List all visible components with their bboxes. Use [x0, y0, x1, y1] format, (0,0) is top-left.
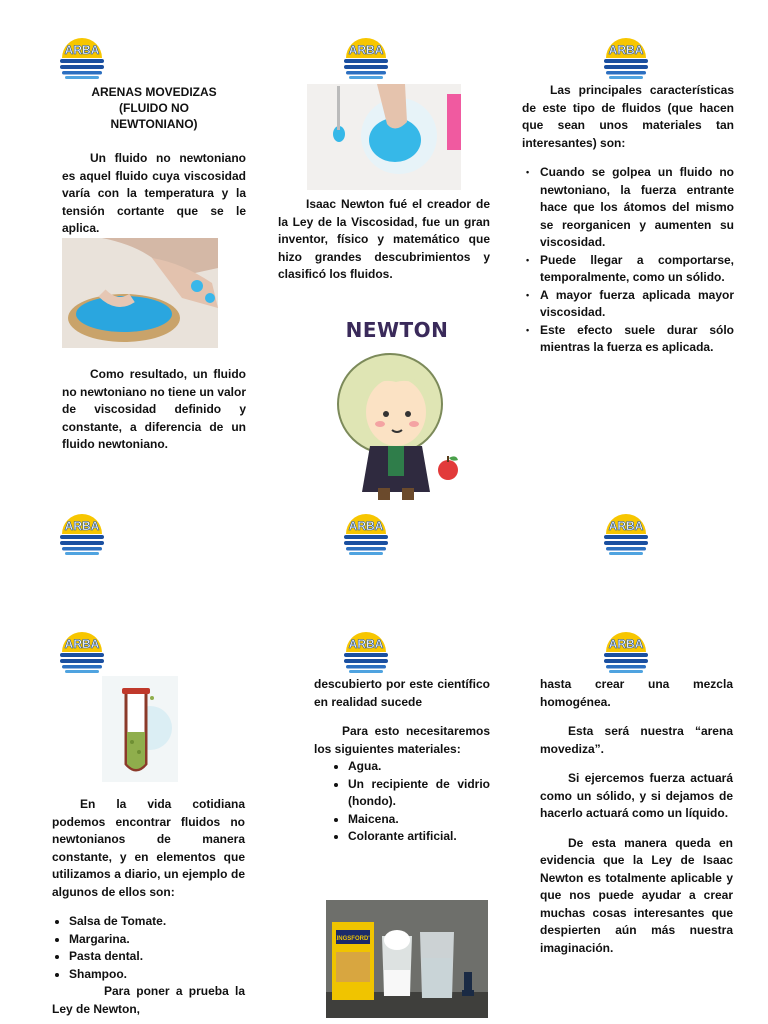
test-tube-icon	[102, 676, 178, 782]
arba-logo	[594, 34, 658, 84]
newton-paragraph: Isaac Newton fué el creador de la Ley de la Viscosidad, fue un gran inventor, físico y matemático que hizo grandes descubrimientos y clasificó los fluidos.	[278, 197, 490, 281]
mix-paragraph: hasta crear una mezcla homogénea.	[540, 677, 733, 709]
panel-5	[314, 676, 490, 846]
test-paragraph: Para poner a prueba la Ley de Newton,	[52, 984, 245, 1016]
arba-logo	[334, 510, 398, 560]
conclusion-paragraph: De esta manera queda en evidencia que la Ley de Isaac Newton es totalmente aplicable y que nos puede ayudar a crear muchas cosas interesantes que despierten aún más nuestra imaginación.	[540, 835, 733, 955]
hand-slime-photo	[307, 84, 461, 190]
list-item: • Maicena.	[348, 811, 490, 829]
panel-6	[540, 676, 733, 957]
quicksand-paragraph: Esta será nuestra “arena movediza”.	[540, 724, 733, 756]
panel-3	[522, 82, 734, 357]
child-slime-photo	[62, 238, 218, 348]
force-paragraph: Si ejercemos fuerza actuará como un sólido, y si dejamos de hacerlo actuará como un líquido.	[540, 771, 733, 820]
list-item: • Margarina.	[69, 931, 245, 949]
list-item: • Un recipiente de vidrio (hondo).	[348, 776, 490, 811]
arba-logo	[594, 628, 658, 678]
list-item: • Pasta dental.	[69, 948, 245, 966]
arba-logo	[334, 34, 398, 84]
list-item: • Puede llegar a comportarse, temporalmente, como un sólido.	[540, 252, 734, 287]
list-item: • Shampoo.	[69, 966, 245, 984]
definition-paragraph: Un fluido no newtoniano es aquel fluido cuya viscosidad varía con la temperatura y la tensión cortante que se le aplica.	[62, 151, 246, 235]
materials-intro: Para esto necesitaremos los siguientes materiales:	[314, 724, 490, 756]
materials-list	[314, 758, 490, 846]
list-item: • A mayor fuerza aplicada mayor viscosidad.	[540, 287, 734, 322]
arba-logo	[50, 34, 114, 84]
list-item: • Salsa de Tomate.	[69, 913, 245, 931]
list-item: • Este efecto suele durar sólo mientras la fuerza es aplicada.	[540, 322, 734, 357]
newton-label: NEWTON	[345, 318, 449, 342]
list-item: • Cuando se golpea un fluido no newtoniano, la fuerza entrante hace que los átomos del mismo se reorganicen y aumenten su viscosidad.	[540, 164, 734, 252]
examples-list	[52, 913, 245, 983]
list-item: • Agua.	[348, 758, 490, 776]
everyday-paragraph: En la vida cotidiana podemos encontrar fluidos no newtonianos de manera constante, y en elementos que utilizamos a diario, un ejemplo de algunos de ellos son:	[52, 797, 245, 899]
newton-cartoon	[330, 318, 464, 508]
arba-logo	[50, 628, 114, 678]
arba-logo	[334, 628, 398, 678]
panel-1-lower	[62, 366, 246, 454]
panel-4	[52, 796, 245, 1018]
materials-photo	[326, 900, 488, 1018]
discovery-paragraph: descubierto por este científico en realidad sucede	[314, 677, 490, 709]
arba-logo	[50, 510, 114, 560]
page-title: ARENAS MOVEDIZAS (FLUIDO NO NEWTONIANO)	[91, 85, 217, 131]
list-item: • Colorante artificial.	[348, 828, 490, 846]
box-label: KINGSFORD'S	[332, 936, 374, 942]
panel-2	[278, 196, 490, 284]
characteristics-list	[522, 164, 734, 357]
arba-logo	[594, 510, 658, 560]
panel-1	[62, 84, 246, 238]
result-paragraph: Como resultado, un fluido no newtoniano no tiene un valor de viscosidad definido y constante, a diferencia de un fluido newtoniano.	[62, 367, 247, 451]
characteristics-intro: Las principales características de este tipo de fluidos (que hacen que sean unos materiales tan interesantes) son:	[522, 83, 734, 150]
